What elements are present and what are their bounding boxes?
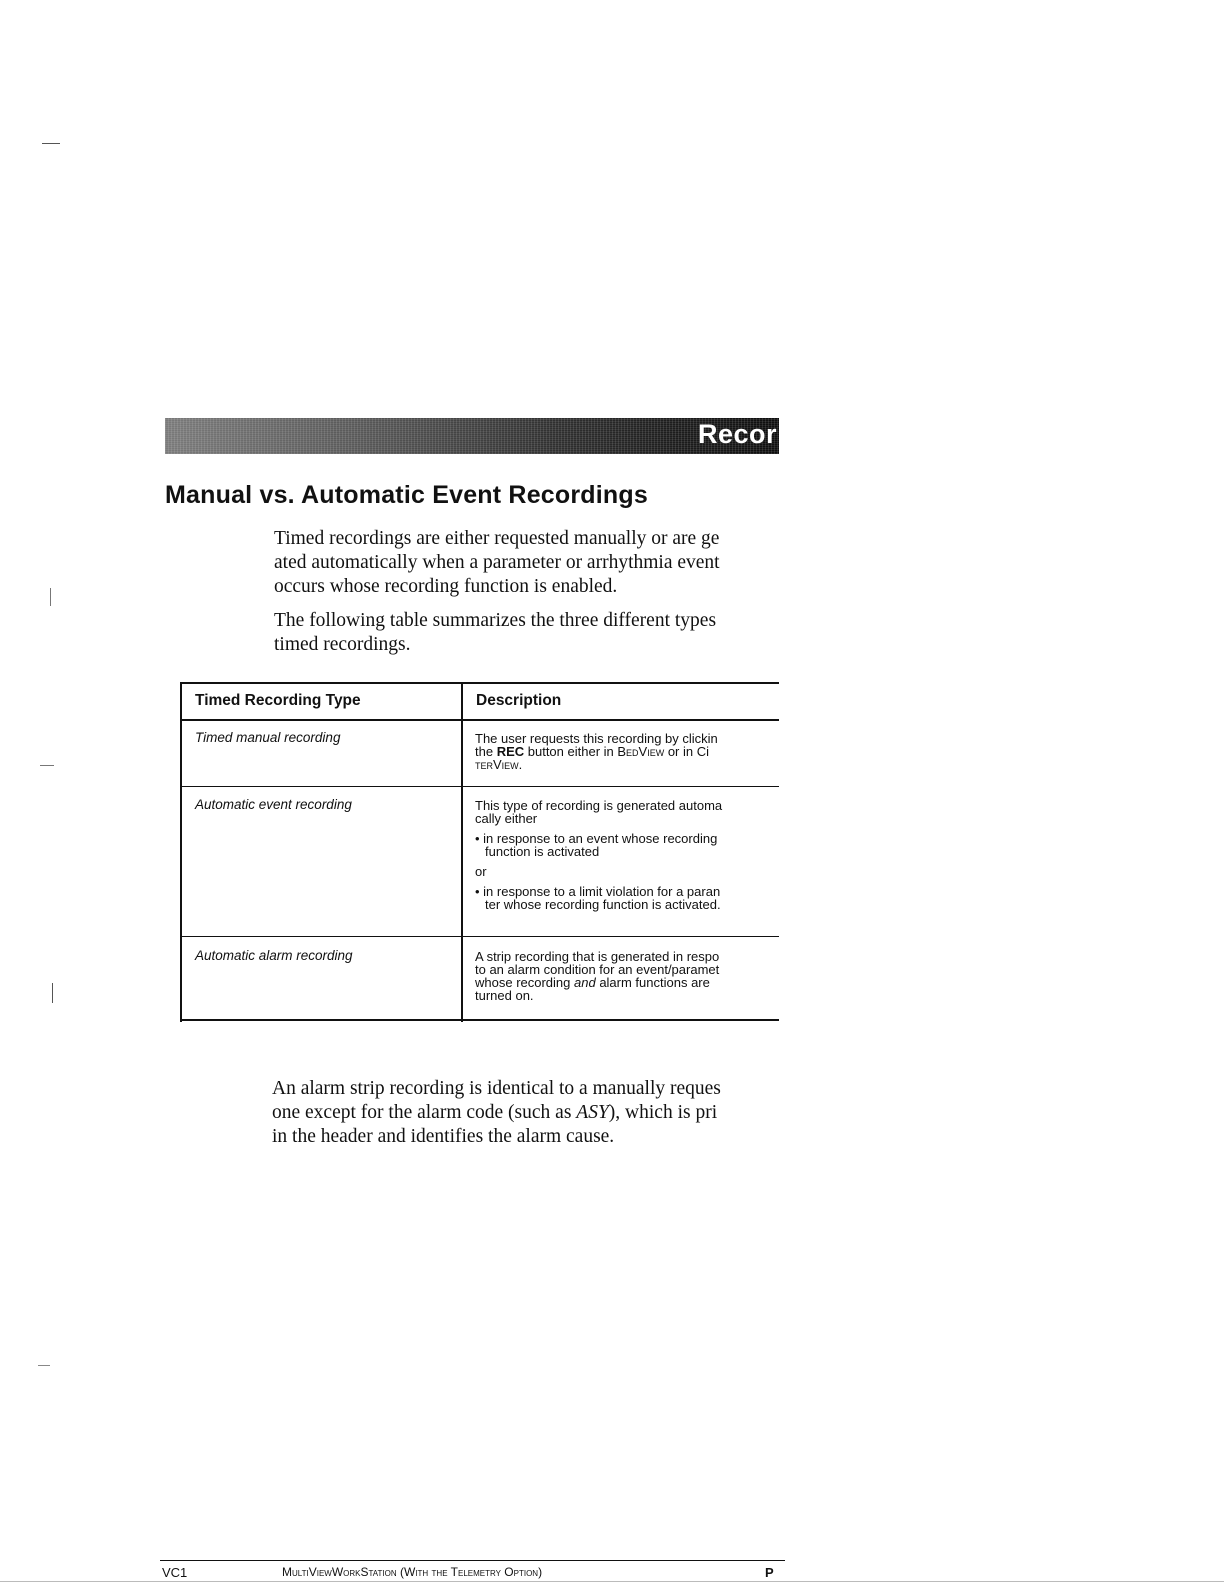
desc-line: to an alarm condition for an event/paramet [475, 962, 720, 977]
row-type: Automatic alarm recording [195, 948, 353, 963]
scan-mark [38, 1365, 50, 1366]
column-header-type: Timed Recording Type [195, 692, 361, 709]
desc-line: This type of recording is generated automa [475, 798, 723, 813]
closing-line: in the header and identifies the alarm cause. [272, 1126, 615, 1147]
lead-paragraph [274, 609, 779, 659]
scan-mark [52, 983, 53, 1003]
scan-mark [50, 588, 51, 606]
desc-bullet-line: • in response to an event whose recording [475, 831, 718, 846]
intro-paragraph [274, 527, 779, 601]
row-type: Timed manual recording [195, 730, 341, 745]
page-heading: Manual vs. Automatic Event Recordings [165, 481, 648, 509]
closing-line: An alarm strip recording is identical to a manually reques [272, 1078, 721, 1099]
page-edge-rule [0, 1581, 1224, 1582]
section-banner [165, 418, 779, 454]
lead-line: timed recordings. [274, 634, 411, 655]
table-border-bottom [180, 1019, 779, 1021]
table-row-rule [180, 936, 779, 937]
desc-line: the REC button either in BedView or in Ci [475, 744, 710, 759]
column-header-description: Description [476, 692, 562, 709]
desc-line: terView. [475, 757, 523, 772]
footer-right: P [765, 1565, 774, 1580]
table-border-top [180, 682, 779, 684]
row-type: Automatic event recording [195, 797, 352, 812]
desc-bullet-line: ter whose recording function is activated. [485, 897, 721, 912]
desc-line: whose recording and alarm functions are [475, 975, 710, 990]
alarm-code: ASY [576, 1102, 609, 1123]
row-description [475, 799, 722, 911]
row-description [475, 732, 718, 771]
rec-button-label: REC [496, 744, 525, 759]
scan-mark [40, 765, 54, 766]
closing-paragraph [272, 1077, 779, 1153]
recording-types-table [180, 682, 779, 1022]
intro-line: Timed recordings are either requested manually or are ge [274, 528, 720, 549]
desc-bullet-line: function is activated [485, 844, 600, 859]
intro-line: ated automatically when a parameter or arrhythmia event [274, 552, 720, 573]
table-row-rule [180, 786, 779, 787]
footer-rule [160, 1560, 785, 1561]
bedview-label: BedView [617, 744, 665, 759]
row-description [475, 950, 719, 1002]
table-border-left [180, 682, 182, 1022]
desc-bullet-line: • in response to a limit violation for a paran [475, 884, 721, 899]
footer-left: VC1 [162, 1565, 188, 1580]
lead-line: The following table summarizes the three different types [274, 610, 717, 631]
desc-line: cally either [475, 811, 538, 826]
desc-line: A strip recording that is generated in respo [475, 949, 720, 964]
table-header-rule [180, 719, 779, 721]
table-column-divider [461, 682, 463, 1022]
desc-line: The user requests this recording by clickin [475, 731, 718, 746]
intro-line: occurs whose recording function is enabled. [274, 576, 618, 597]
desc-line: turned on. [475, 988, 534, 1003]
footer-center: MultiViewWorkStation (With the Telemetry Option) [282, 1565, 543, 1579]
banner-title: Recor [698, 419, 778, 449]
scan-mark [42, 143, 60, 144]
desc-line: or [475, 864, 487, 879]
closing-line: one except for the alarm code (such as ASY), which is pri [272, 1102, 718, 1123]
